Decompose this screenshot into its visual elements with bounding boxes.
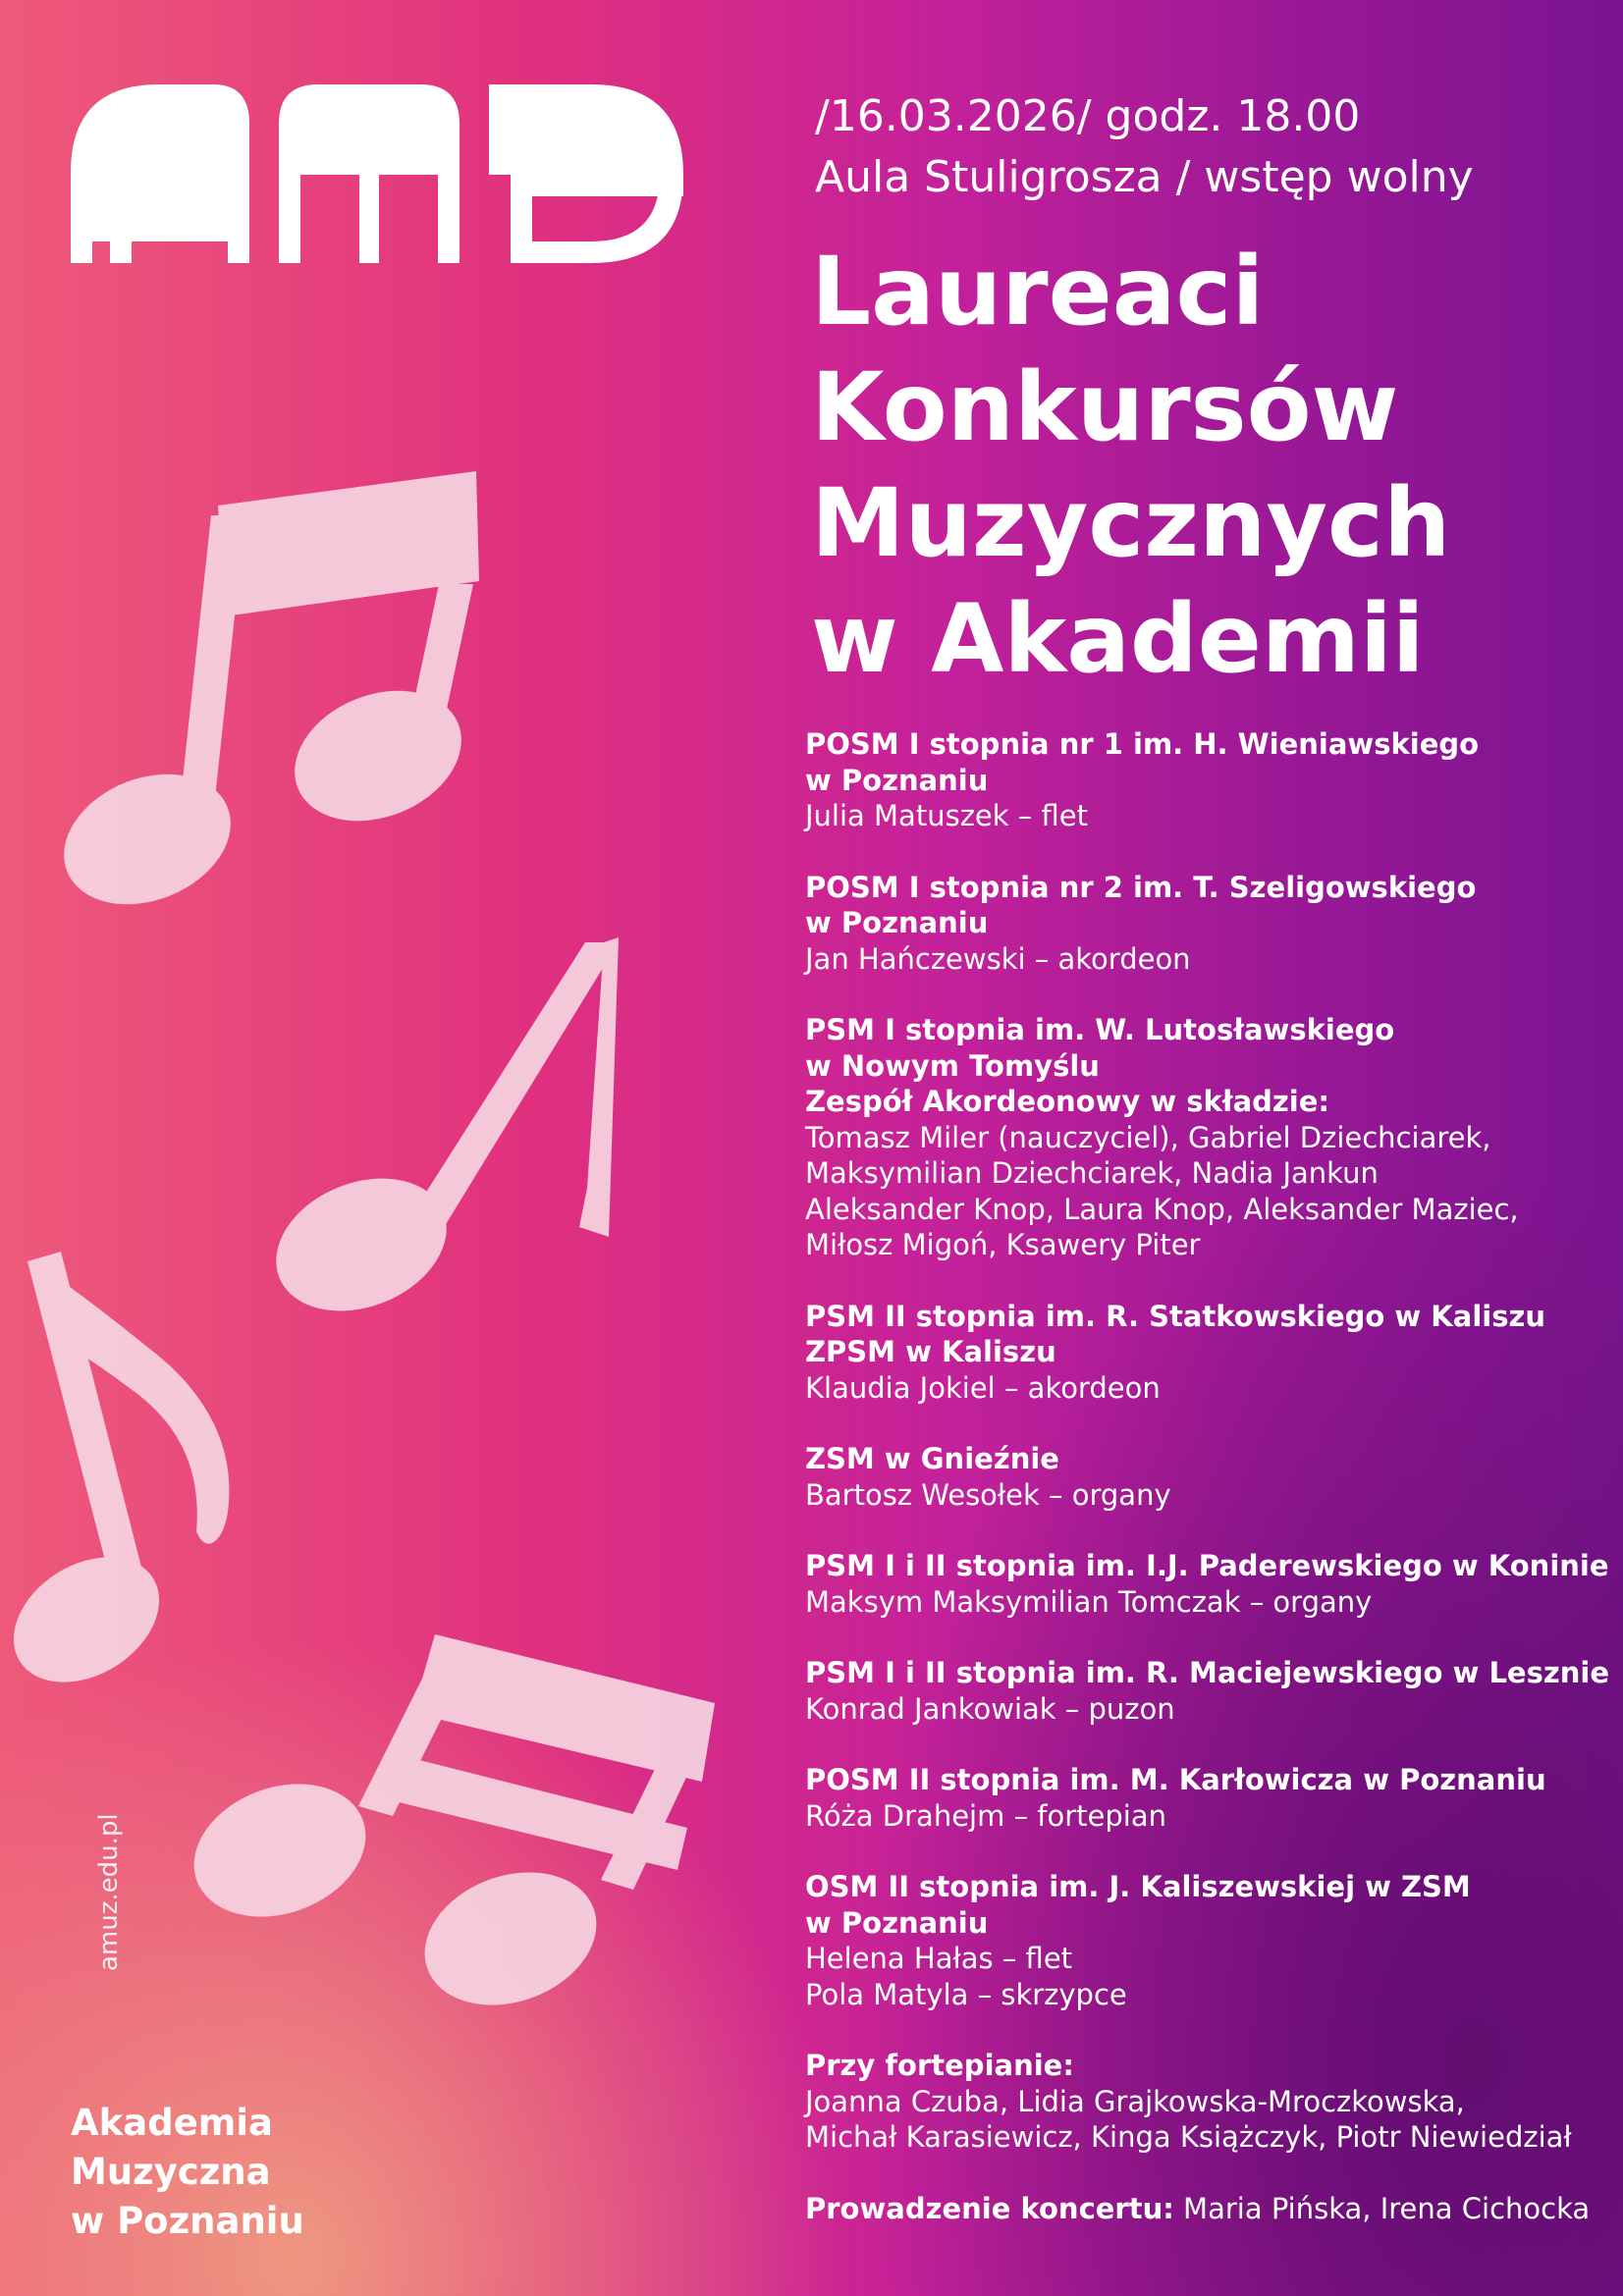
event-date-time: /16.03.2026/ godz. 18.00 — [815, 91, 1361, 141]
pianist-names: Joanna Czuba, Lidia Grajkowska-Mroczkowska, — [805, 2084, 1465, 2118]
event-info — [815, 86, 1474, 208]
title-line-1: Laureaci — [811, 237, 1265, 347]
school-name: w Poznaniu — [805, 906, 989, 939]
academy-name — [71, 2099, 304, 2246]
program-entry — [805, 1655, 1609, 1727]
performer: Konrad Jankowiak – puzon — [805, 1691, 1175, 1726]
performer: Miłosz Migoń, Ksawery Piter — [805, 1228, 1201, 1261]
school-name: POSM I stopnia nr 2 im. T. Szeligowskiego — [805, 870, 1477, 904]
title-line-4: w Akademii — [811, 584, 1425, 694]
school-name: w Poznaniu — [805, 1905, 989, 1940]
ensemble-name: Zespół Akordeonowy w składzie: — [805, 1085, 1329, 1118]
page-title — [811, 234, 1450, 697]
title-line-3: Muzycznych — [811, 468, 1451, 578]
school-name: w Poznaniu — [805, 763, 989, 797]
school-name: OSM II stopnia im. J. Kaliszewskiej w ZSM — [805, 1870, 1471, 1903]
beamed-eighth-notes-icon — [44, 471, 481, 928]
program-entry — [805, 870, 1600, 978]
academy-line-2: Muzyczna — [71, 2151, 271, 2193]
pianist-names: Michał Karasiewicz, Kinga Książczyk, Piotr Niewiedział — [805, 2120, 1572, 2154]
school-name: PSM I stopnia im. W. Lutosławskiego — [805, 1013, 1395, 1046]
performer: Bartosz Wesołek – organy — [805, 1477, 1171, 1512]
eighth-note-icon — [0, 1252, 229, 1708]
school-name: PSM I i II stopnia im. I.J. Paderewskiego w Koninie — [805, 1549, 1609, 1582]
amp-logo — [71, 84, 683, 263]
program-entry — [805, 726, 1600, 834]
academy-line-3: w Poznaniu — [71, 2200, 304, 2242]
school-name: w Nowym Tomyślu — [805, 1048, 1100, 1083]
event-venue: Aula Stuligrosza / wstęp wolny — [815, 152, 1474, 202]
school-name: POSM II stopnia im. M. Karłowicza w Poznaniu — [805, 1763, 1546, 1796]
performer: Róża Drahejm – fortepian — [805, 1798, 1166, 1833]
host-names: Maria Pińska, Irena Cichocka — [1173, 2191, 1591, 2225]
performer: Tomasz Miler (nauczyciel), Gabriel Dziechciarek, — [805, 1120, 1491, 1154]
school-name: ZPSM w Kaliszu — [805, 1335, 1056, 1368]
program-entry — [805, 1762, 1600, 1834]
performer: Maksym Maksymilian Tomczak – organy — [805, 1584, 1373, 1619]
performer: Klaudia Jokiel – akordeon — [805, 1370, 1161, 1405]
program-entry — [805, 1012, 1600, 1263]
program-entry — [805, 1441, 1600, 1513]
pianists-label: Przy fortepianie: — [805, 2049, 1074, 2082]
program-entry — [805, 1869, 1600, 2012]
performer: Helena Hałas – flet — [805, 1942, 1073, 1975]
performer: Pola Matyla – skrzypce — [805, 1977, 1127, 2011]
quarter-note-icon — [256, 937, 619, 1335]
host-label: Prowadzenie koncertu: — [805, 2191, 1174, 2225]
school-name: POSM I stopnia nr 1 im. H. Wieniawskiego — [805, 727, 1480, 761]
pianists — [805, 2048, 1600, 2156]
school-name: PSM I i II stopnia im. R. Maciejewskiego w Lesznie — [805, 1656, 1609, 1689]
performer: Julia Matuszek – flet — [805, 799, 1088, 832]
concert-host — [805, 2191, 1600, 2227]
website-link: amuz.edu.pl — [94, 1813, 124, 1971]
performer: Jan Hańczewski – akordeon — [805, 941, 1191, 976]
program-entry — [805, 1548, 1609, 1620]
academy-line-1: Akademia — [71, 2102, 273, 2144]
performer: Aleksander Knop, Laura Knop, Aleksander Maziec, — [805, 1192, 1519, 1226]
program-entry — [805, 1299, 1600, 1407]
school-name: ZSM w Gnieźnie — [805, 1442, 1059, 1475]
school-name: PSM II stopnia im. R. Statkowskiego w Kaliszu — [805, 1299, 1546, 1333]
title-line-2: Konkursów — [811, 352, 1399, 462]
concert-program — [805, 726, 1609, 2226]
performer: Maksymilian Dziechciarek, Nadia Jankun — [805, 1156, 1379, 1190]
